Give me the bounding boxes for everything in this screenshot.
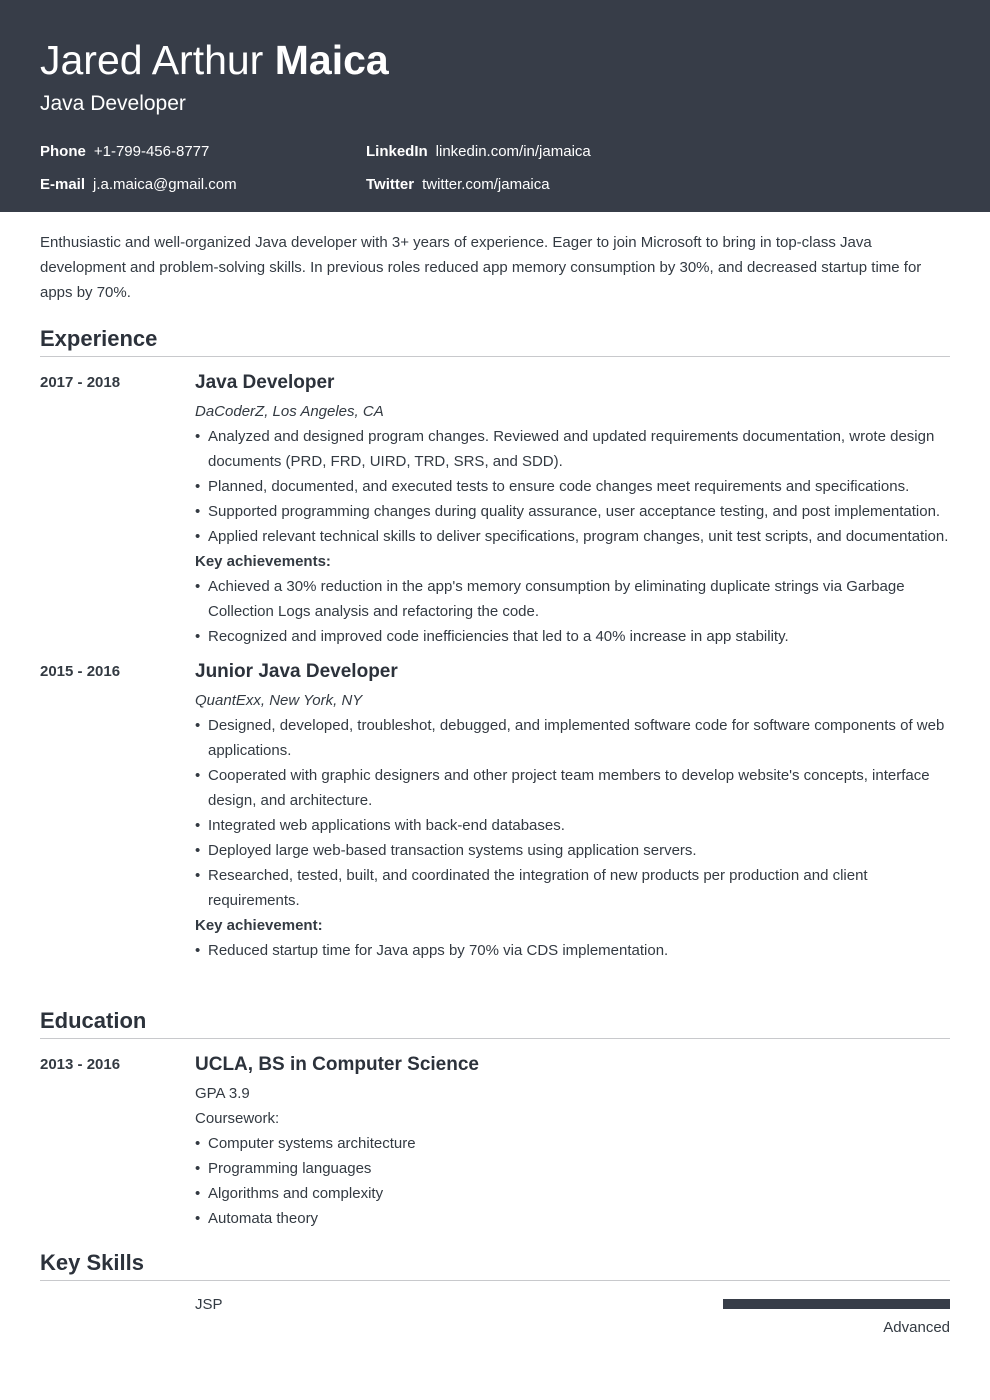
summary-paragraph: Enthusiastic and well-organized Java developer with 3+ years of experience. Eager to join Microsoft to bring in top-class Java development and problem-solving skills. In previous roles reduced app memory consumption by 30%, and decreased startup time for apps by 70%.: [40, 234, 922, 301]
resume-header: [0, 0, 990, 212]
last-name: Maica: [274, 37, 389, 83]
education-dates: 2013 - 2016: [40, 1056, 121, 1073]
contact-email: [40, 175, 237, 195]
education-heading: Education: [40, 1007, 950, 1039]
list-item: • Automata theory: [195, 1206, 950, 1231]
skills-heading: Key Skills: [40, 1249, 950, 1281]
list-item: • Analyzed and designed program changes. Reviewed and updated requirements documentation, wrote design documents (PRD, FRD, UIRD, TRD, SRS, and SDD).: [195, 424, 950, 474]
linkedin-label: LinkedIn: [366, 143, 428, 160]
candidate-title: Java Developer: [40, 92, 186, 115]
skill-level-fill: [723, 1299, 950, 1309]
list-item: • Supported programming changes during quality assurance, user acceptance testing, and post implementation.: [195, 499, 950, 524]
phone-value[interactable]: +1-799-456-8777: [93, 143, 210, 160]
job-company: QuantExx, New York, NY: [195, 692, 363, 709]
experience-entry: [40, 660, 950, 963]
job-company: DaCoderZ, Los Angeles, CA: [195, 403, 384, 420]
twitter-value[interactable]: twitter.com/jamaica: [422, 176, 550, 193]
first-name: Jared Arthur: [40, 37, 264, 83]
gpa-text: GPA 3.9: [195, 1085, 250, 1102]
coursework-label: Coursework:: [195, 1110, 280, 1127]
email-label: E-mail: [40, 176, 86, 193]
resume-body: [0, 230, 990, 1351]
contact-phone: [40, 142, 209, 162]
list-item: • Achieved a 30% reduction in the app's memory consumption by eliminating duplicate strings via Garbage Collection Logs analysis and refactoring the code.: [195, 574, 950, 624]
education-entry: [40, 1053, 950, 1231]
list-item: • Programming languages: [195, 1156, 950, 1181]
twitter-label: Twitter: [366, 176, 415, 193]
list-item: • Reduced startup time for Java apps by 70% via CDS implementation.: [195, 938, 950, 963]
skill-level-bar: [723, 1299, 950, 1309]
achievements-list: [195, 938, 950, 963]
job-dates: 2017 - 2018: [40, 374, 121, 391]
skill-level-label: Advanced: [883, 1319, 950, 1336]
achievements-label: Key achievements:: [195, 553, 331, 570]
coursework-list: [195, 1131, 950, 1231]
achievements-label: Key achievement:: [195, 917, 323, 934]
list-item: • Researched, tested, built, and coordinated the integration of new products per production and client requirements.: [195, 863, 950, 913]
list-item: • Designed, developed, troubleshot, debugged, and implemented software code for software components of web applications.: [195, 713, 950, 763]
list-item: • Cooperated with graphic designers and other project team members to develop website's concepts, interface design, and architecture.: [195, 763, 950, 813]
job-duties-list: [195, 713, 950, 913]
job-dates: 2015 - 2016: [40, 663, 121, 680]
experience-heading: Experience: [40, 325, 950, 357]
phone-label: Phone: [40, 143, 86, 160]
list-item: • Computer systems architecture: [195, 1131, 950, 1156]
list-item: • Recognized and improved code inefficiencies that led to a 40% increase in app stability.: [195, 624, 950, 649]
list-item: • Algorithms and complexity: [195, 1181, 950, 1206]
achievements-list: [195, 574, 950, 649]
list-item: • Deployed large web-based transaction systems using application servers.: [195, 838, 950, 863]
job-title: Java Developer: [195, 372, 335, 393]
contact-twitter: [366, 175, 550, 195]
job-duties-list: [195, 424, 950, 549]
list-item: • Planned, documented, and executed tests to ensure code changes meet requirements and specifications.: [195, 474, 950, 499]
contact-linkedin: [366, 142, 591, 162]
job-title: Junior Java Developer: [195, 661, 398, 682]
degree-title: UCLA, BS in Computer Science: [195, 1054, 479, 1075]
list-item: • Integrated web applications with back-end databases.: [195, 813, 950, 838]
email-value[interactable]: j.a.maica@gmail.com: [93, 176, 237, 193]
skill-name: JSP: [195, 1296, 223, 1313]
candidate-name: [40, 36, 389, 84]
skill-row: [40, 1281, 950, 1351]
experience-entry: [40, 371, 950, 649]
linkedin-value[interactable]: linkedin.com/in/jamaica: [435, 143, 591, 160]
list-item: • Applied relevant technical skills to deliver specifications, program changes, unit test scripts, and documentation.: [195, 524, 950, 549]
